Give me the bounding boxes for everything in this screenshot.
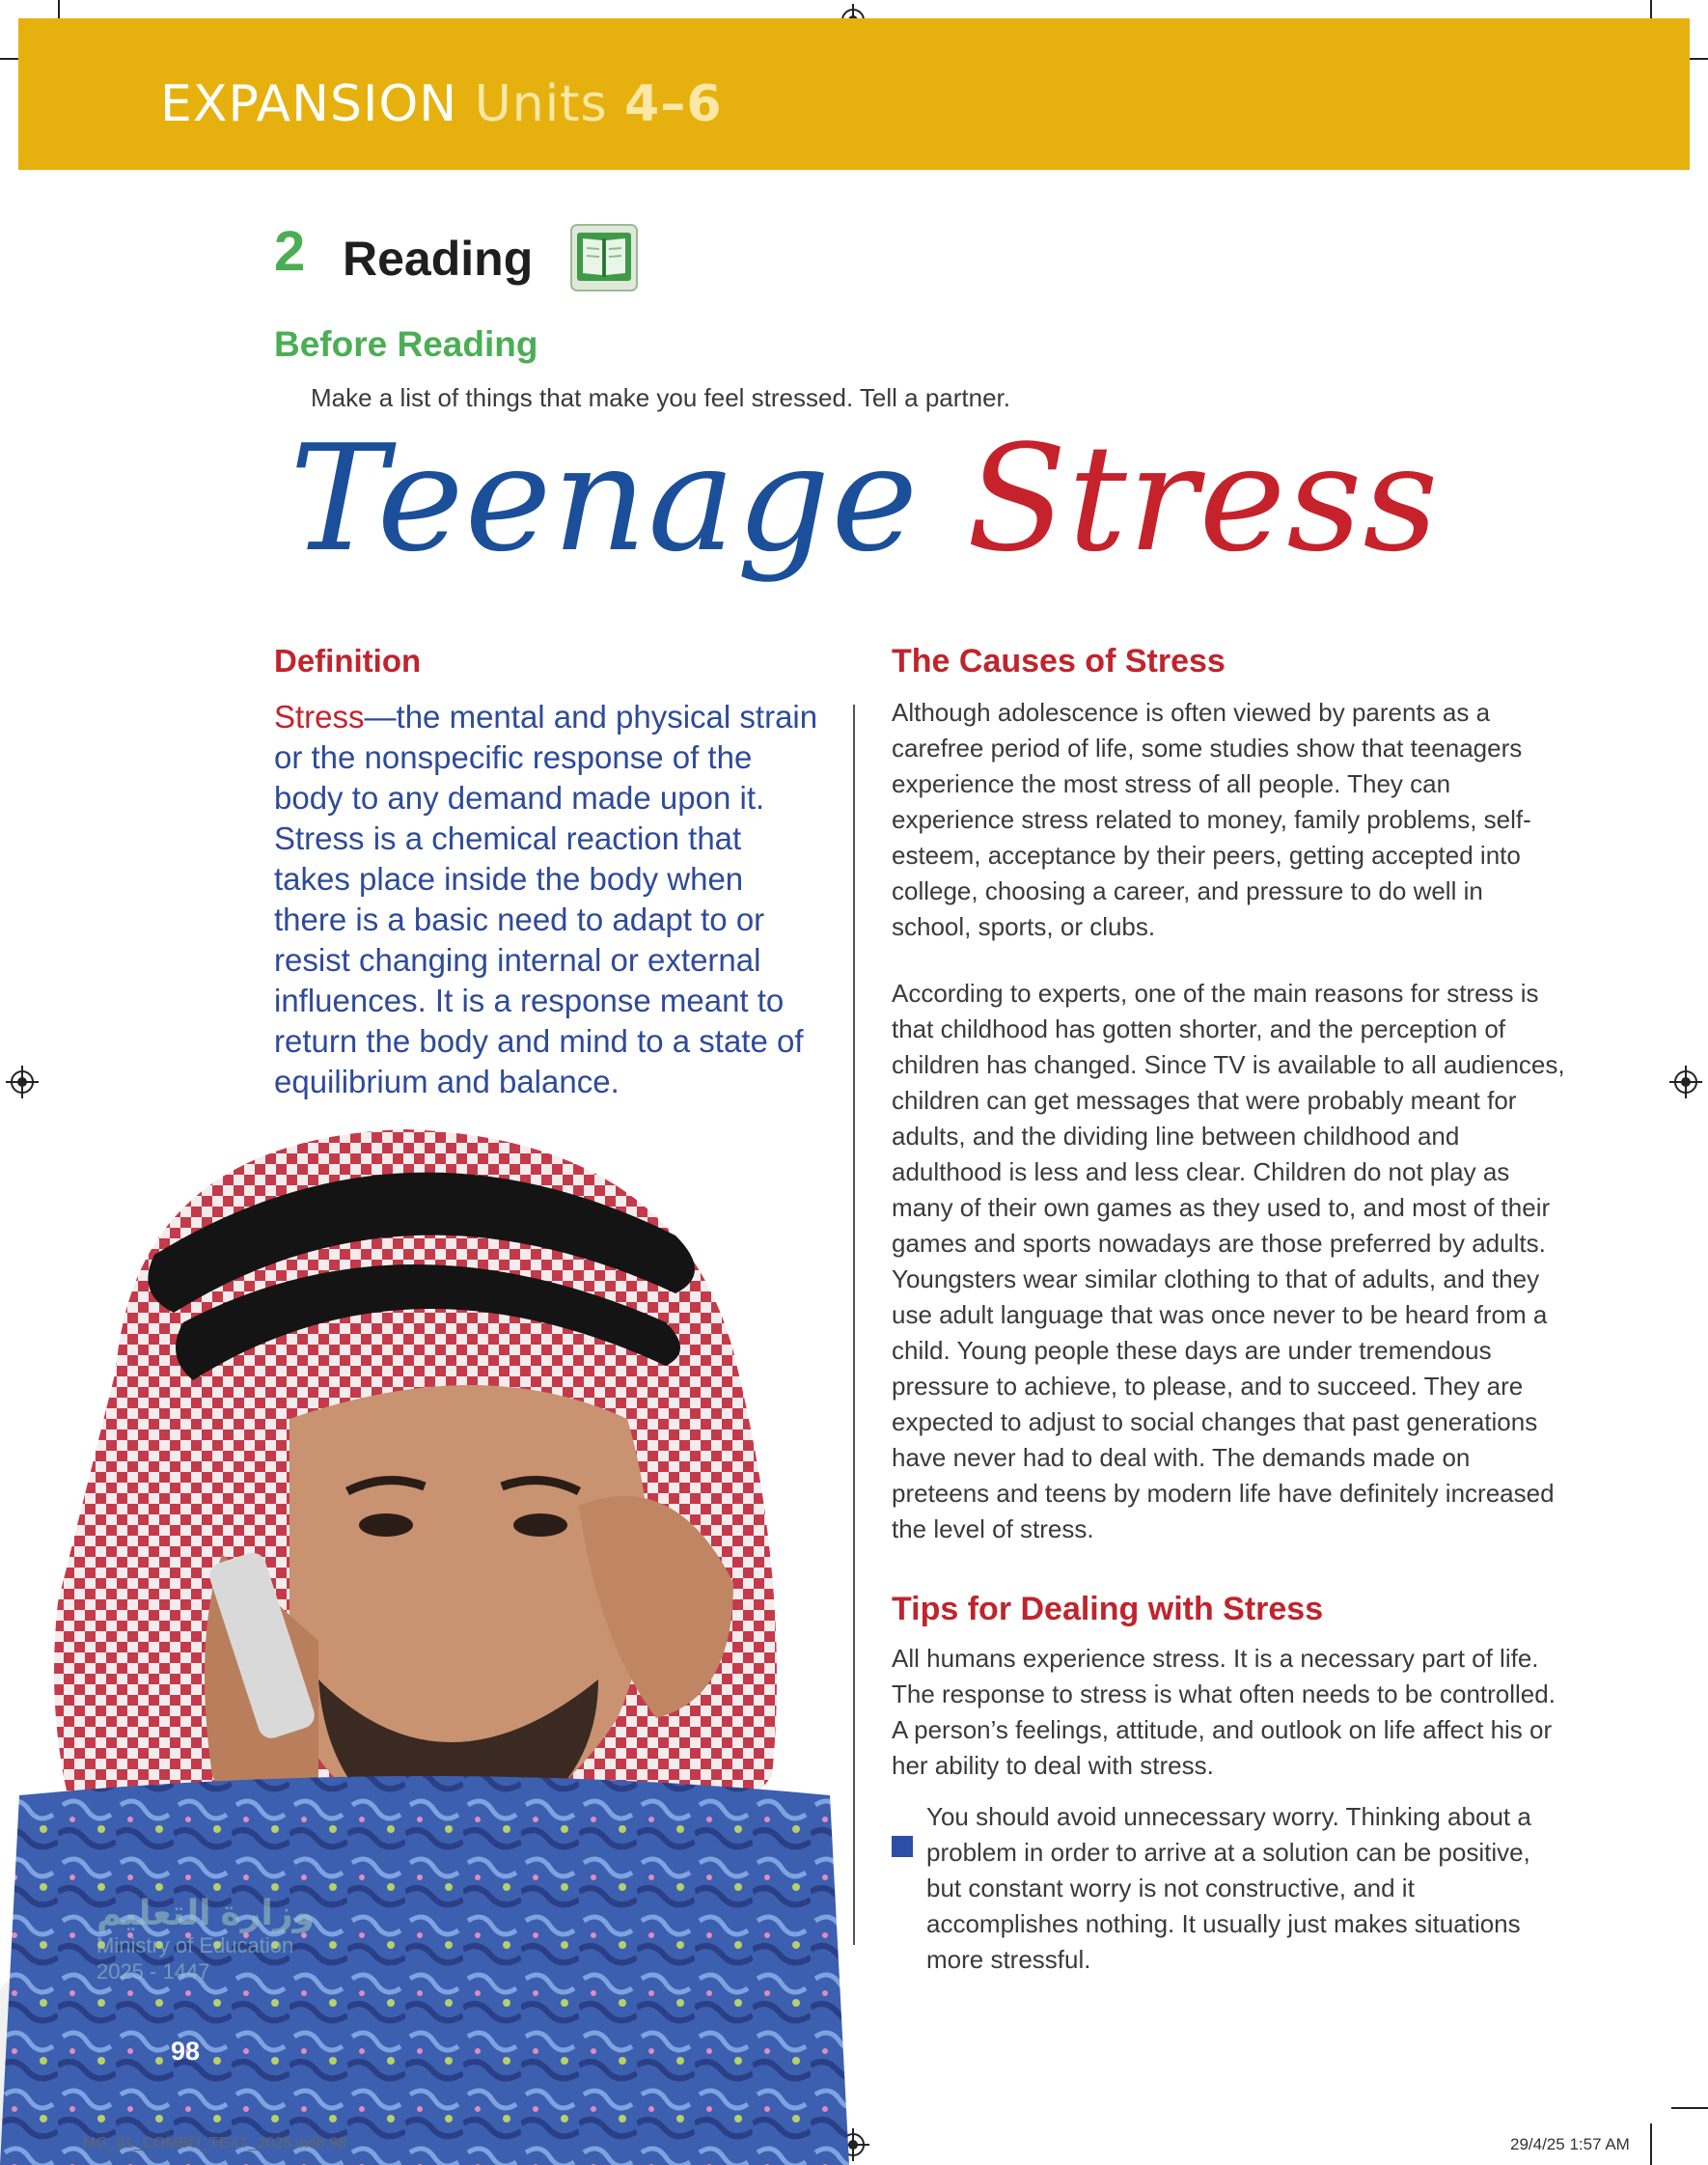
- registration-mark-icon: [1669, 1066, 1702, 1098]
- section-title: Reading: [343, 232, 534, 286]
- ministry-watermark: [96, 1892, 328, 1985]
- definition-text: [274, 697, 824, 1102]
- bullet-marker: [892, 1836, 913, 1857]
- book-icon: [569, 223, 639, 292]
- article-title-word2: Stress: [966, 413, 1440, 584]
- before-reading-heading: Before Reading: [274, 324, 538, 364]
- tip-bullet-1: You should avoid unnecessary worry. Thinking about a problem in order to arrive at a solution can be positive, but constant worry is not constructive, and it accomplishes nothing. It usually just makes situations more stressful.: [926, 1802, 1531, 1974]
- tips-heading: Tips for Dealing with Stress: [892, 1591, 1324, 1627]
- banner-units: Units: [474, 75, 608, 133]
- registration-mark-icon: [6, 1066, 39, 1098]
- causes-heading: The Causes of Stress: [892, 643, 1226, 680]
- column-divider: [853, 705, 855, 1945]
- banner-title: [160, 75, 723, 133]
- page-number: 98: [171, 2037, 201, 2066]
- before-reading-prompt: Make a list of things that make you feel stressed. Tell a partner.: [311, 383, 1011, 412]
- causes-paragraph-1: Although adolescence is often viewed by parents as a carefree period of life, some studies show that teenagers experience the most stress of all people. They can experience stress related to money, family problems, self-esteem, acceptance by their peers, getting accepted into college, choosing a career, and pressure to do well in school, sports, or clubs.: [892, 698, 1531, 941]
- causes-paragraph-2: According to experts, one of the main reasons for stress is that childhood has gotten shorter, and the perception of children has changed. Since TV is available to all audiences, children can get messages that were probably meant for adults, and the dividing line between childhood and adulthood is less and less clear. Children do not play as many of their own games as they used to, and most of their games and sports nowadays are those preferred by adults. Youngsters wear similar clothing to that of adults, and they use adult language that was once never to be heard from a child. Young people these days are under tremendous pressure to achieve, to please, and to succeed. They are expected to adjust to social changes that past generations have never had to deal with. The demands made on preteens and teens by modern life have definitely increased the level of stress.: [892, 979, 1565, 1543]
- banner-expansion: EXPANSION: [160, 75, 458, 133]
- definition-term: Stress: [274, 699, 365, 735]
- watermark-year: 2025 - 1447: [96, 1958, 210, 1984]
- print-slug-right: 29/4/25 1:57 AM: [1510, 2135, 1630, 2153]
- section-number: 2: [274, 220, 306, 283]
- article-title-word1: Teenage: [289, 413, 920, 584]
- photo-illustration: [0, 1100, 849, 2165]
- crop-mark: [1650, 2123, 1652, 2165]
- student-photo: [0, 1100, 849, 2165]
- watermark-english: Ministry of Education: [96, 1933, 294, 1958]
- crop-mark: [1671, 2107, 1708, 2109]
- article-title: [289, 415, 1439, 584]
- definition-body: —the mental and physical strain or the nonspecific response of the body to any demand made upon it. Stress is a chemical reaction that takes place inside the body when there is a basic need to adapt to or resist changing internal or external influences. It is a response meant to return the body and mind to a state of equilibrium and balance.: [274, 699, 818, 1099]
- watermark-arabic: وزارة التعليم: [96, 1893, 315, 1932]
- print-slug-left: MG_01_COMBO_TEXT_2025.indb 98: [83, 2135, 347, 2151]
- banner-range: 4–6: [624, 75, 723, 133]
- definition-heading: Definition: [274, 643, 422, 679]
- tips-intro: All humans experience stress. It is a necessary part of life. The response to stress is what often needs to be controlled. A person’s feelings, attitude, and outlook on life affect his or her ability to deal with stress.: [892, 1644, 1556, 1780]
